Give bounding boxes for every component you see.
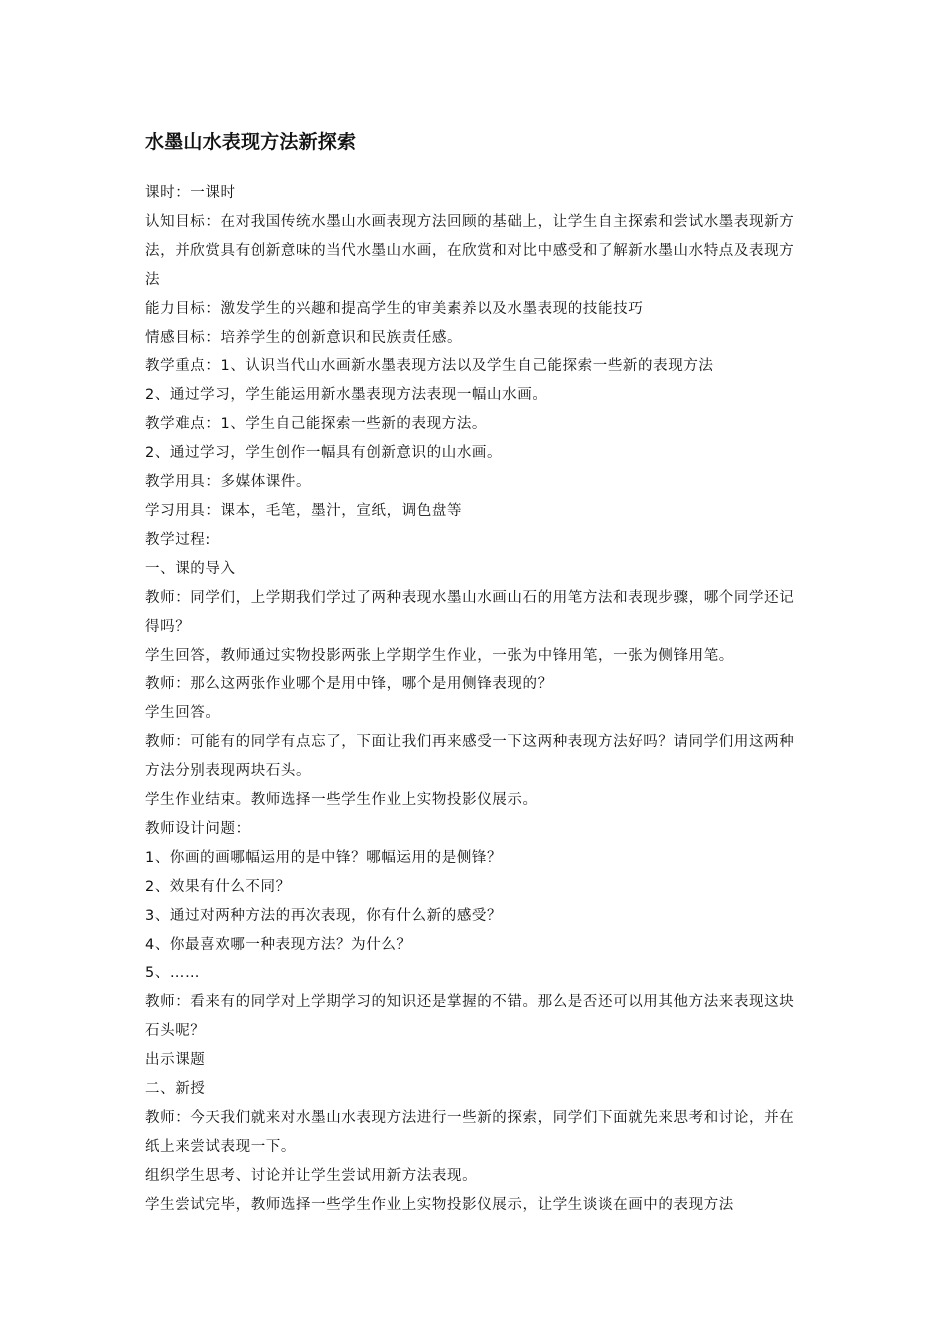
paragraph: 学生回答，教师通过实物投影两张上学期学生作业，一张为中锋用笔，一张为侧锋用笔。 [145,647,734,664]
paragraph: 教师：那么这两张作业哪个是用中锋，哪个是用侧锋表现的？ [145,676,553,693]
document-title: 水墨山水表现方法新探索 [145,131,357,153]
paragraph: 组织学生思考、讨论并让学生尝试用新方法表现。 [145,1167,478,1184]
paragraph: 3、通过对两种方法的再次表现，你有什么新的感受？ [145,907,503,924]
paragraph: 学生回答。 [145,705,221,722]
paragraph: 4、你最喜欢哪一种表现方法？为什么？ [145,936,412,953]
paragraph: 教师：看来有的同学对上学期学习的知识还是掌握的不错。那么是否还可以用其他方法来表现这块石头呢？ [145,994,795,1040]
paragraph: 教学用具：多媒体课件。 [145,474,312,491]
paragraph: 一、课的导入 [145,560,236,577]
paragraph: 教学重点：1、认识当代山水画新水墨表现方法以及学生自己能探索一些新的表现方法 [145,358,714,375]
paragraph: 2、效果有什么不同？ [145,878,291,895]
paragraph: 教师设计问题： [145,820,251,837]
paragraph: 教学难点：1、学生自己能探索一些新的表现方法。 [145,416,488,433]
paragraph: 2、通过学习，学生能运用新水墨表现方法表现一幅山水画。 [145,387,548,404]
paragraph: 学生尝试完毕，教师选择一些学生作业上实物投影仪展示，让学生谈谈在画中的表现方法 [145,1196,734,1213]
paragraph: 能力目标：激发学生的兴趣和提高学生的审美素养以及水墨表现的技能技巧 [145,300,644,317]
paragraph: 出示课题 [145,1052,206,1069]
paragraph: 认知目标：在对我国传统水墨山水画表现方法回顾的基础上，让学生自主探索和尝试水墨表现新方法，并欣赏具有创新意味的当代水墨山水画，在欣赏和对比中感受和了解新水墨山水特点及表现方法 [145,213,795,288]
paragraph: 学习用具：课本，毛笔，墨汁，宣纸，调色盘等 [145,502,463,519]
paragraph: 二、新授 [145,1081,206,1098]
paragraph: 情感目标：培养学生的创新意识和民族责任感。 [145,329,463,346]
paragraph: 教学过程: [145,531,211,548]
paragraph: 1、你画的画哪幅运用的是中锋？哪幅运用的是侧锋？ [145,849,503,866]
paragraph: 学生作业结束。教师选择一些学生作业上实物投影仪展示。 [145,792,538,809]
paragraph: 教师：今天我们就来对水墨山水表现方法进行一些新的探索，同学们下面就先来思考和讨论，并在纸上来尝试表现一下。 [145,1110,795,1155]
paragraph: 教师：可能有的同学有点忘了，下面让我们再来感受一下这两种表现方法好吗？请同学们用这两种方法分别表现两块石头。 [145,734,795,780]
document-body [145,179,800,1220]
paragraph: 课时：一课时 [145,185,236,201]
paragraph: 2、通过学习，学生创作一幅具有创新意识的山水画。 [145,445,503,462]
paragraph: 教师：同学们，上学期我们学过了两种表现水墨山水画山石的用笔方法和表现步骤，哪个同学还记得吗？ [145,589,795,635]
paragraph: 5、…… [145,965,201,982]
